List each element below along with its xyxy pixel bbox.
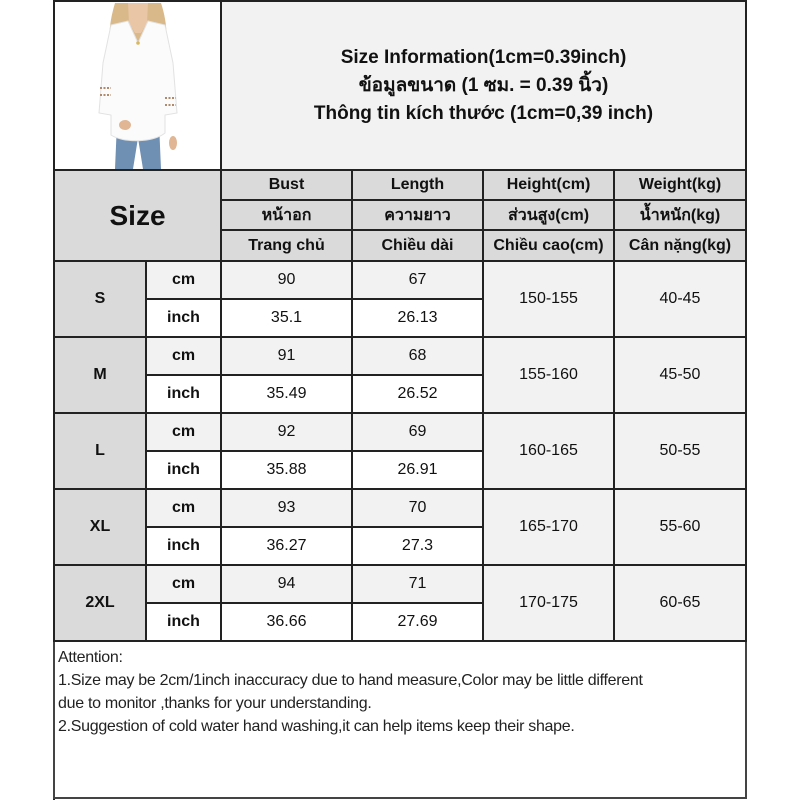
length-cm-value: 67: [353, 262, 484, 300]
notes-line: 1.Size may be 2cm/1inch inaccuracy due to hand measure,Color may be little different: [58, 672, 643, 689]
length-cm-value: 70: [353, 490, 484, 528]
unit-inch-label: inch: [147, 300, 222, 338]
column-header-th: ส่วนสูง(cm): [484, 201, 615, 231]
unit-cm-label: cm: [147, 338, 222, 376]
bust-cm-value: 94: [222, 566, 353, 604]
unit-cm-label: cm: [147, 490, 222, 528]
column-header-th: หน้าอก: [222, 201, 353, 231]
unit-cm-label: cm: [147, 262, 222, 300]
column-header-th: น้ำหนัก(kg): [615, 201, 747, 231]
column-header-vi: Cân nặng(kg): [615, 231, 747, 262]
title-thai: ข้อมูลขนาด (1 ซม. = 0.39 นิ้ว): [358, 74, 609, 96]
height-value: 170-175: [484, 566, 615, 642]
bust-cm-value: 93: [222, 490, 353, 528]
length-inch-value: 27.69: [353, 604, 484, 642]
length-cm-value: 71: [353, 566, 484, 604]
weight-value: 60-65: [615, 566, 747, 642]
size-label: M: [55, 338, 147, 414]
height-value: 165-170: [484, 490, 615, 566]
weight-value: 45-50: [615, 338, 747, 414]
bust-cm-value: 91: [222, 338, 353, 376]
unit-inch-label: inch: [147, 604, 222, 642]
length-inch-value: 26.52: [353, 376, 484, 414]
column-header-vi: Chiều dài: [353, 231, 484, 262]
length-cm-value: 69: [353, 414, 484, 452]
bust-cm-value: 92: [222, 414, 353, 452]
title-english: Size Information(1cm=0.39inch): [340, 46, 627, 68]
column-header-en: Height(cm): [484, 171, 615, 201]
bust-inch-value: 35.49: [222, 376, 353, 414]
weight-value: 55-60: [615, 490, 747, 566]
bust-cm-value: 90: [222, 262, 353, 300]
column-header-vi: Trang chủ: [222, 231, 353, 262]
bust-inch-value: 36.27: [222, 528, 353, 566]
length-cm-value: 68: [353, 338, 484, 376]
unit-cm-label: cm: [147, 566, 222, 604]
unit-inch-label: inch: [147, 452, 222, 490]
bust-inch-value: 36.66: [222, 604, 353, 642]
size-label: 2XL: [55, 566, 147, 642]
column-header-en: Bust: [222, 171, 353, 201]
length-inch-value: 26.13: [353, 300, 484, 338]
notes-line: due to monitor ,thanks for your understanding.: [58, 695, 372, 712]
bust-inch-value: 35.1: [222, 300, 353, 338]
height-value: 155-160: [484, 338, 615, 414]
size-label: L: [55, 414, 147, 490]
attention-notes: [53, 642, 747, 799]
weight-value: 50-55: [615, 414, 747, 490]
length-inch-value: 27.3: [353, 528, 484, 566]
column-header-vi: Chiều cao(cm): [484, 231, 615, 262]
size-header: [55, 171, 222, 262]
product-image-cell: [55, 2, 222, 171]
size-information-title: [222, 2, 747, 171]
unit-cm-label: cm: [147, 414, 222, 452]
bust-inch-value: 35.88: [222, 452, 353, 490]
height-value: 150-155: [484, 262, 615, 338]
product-photo-icon: [73, 3, 203, 169]
column-header-en: Length: [353, 171, 484, 201]
weight-value: 40-45: [615, 262, 747, 338]
column-header-en: Weight(kg): [615, 171, 747, 201]
unit-inch-label: inch: [147, 376, 222, 414]
unit-inch-label: inch: [147, 528, 222, 566]
title-vietnamese: Thông tin kích thước (1cm=0,39 inch): [313, 102, 654, 124]
size-label: S: [55, 262, 147, 338]
column-header-th: ความยาว: [353, 201, 484, 231]
notes-heading: Attention:: [58, 649, 123, 666]
height-value: 160-165: [484, 414, 615, 490]
size-header-label: Size: [109, 199, 166, 231]
length-inch-value: 26.91: [353, 452, 484, 490]
size-label: XL: [55, 490, 147, 566]
notes-line: 2.Suggestion of cold water hand washing,it can help items keep their shape.: [58, 718, 575, 735]
